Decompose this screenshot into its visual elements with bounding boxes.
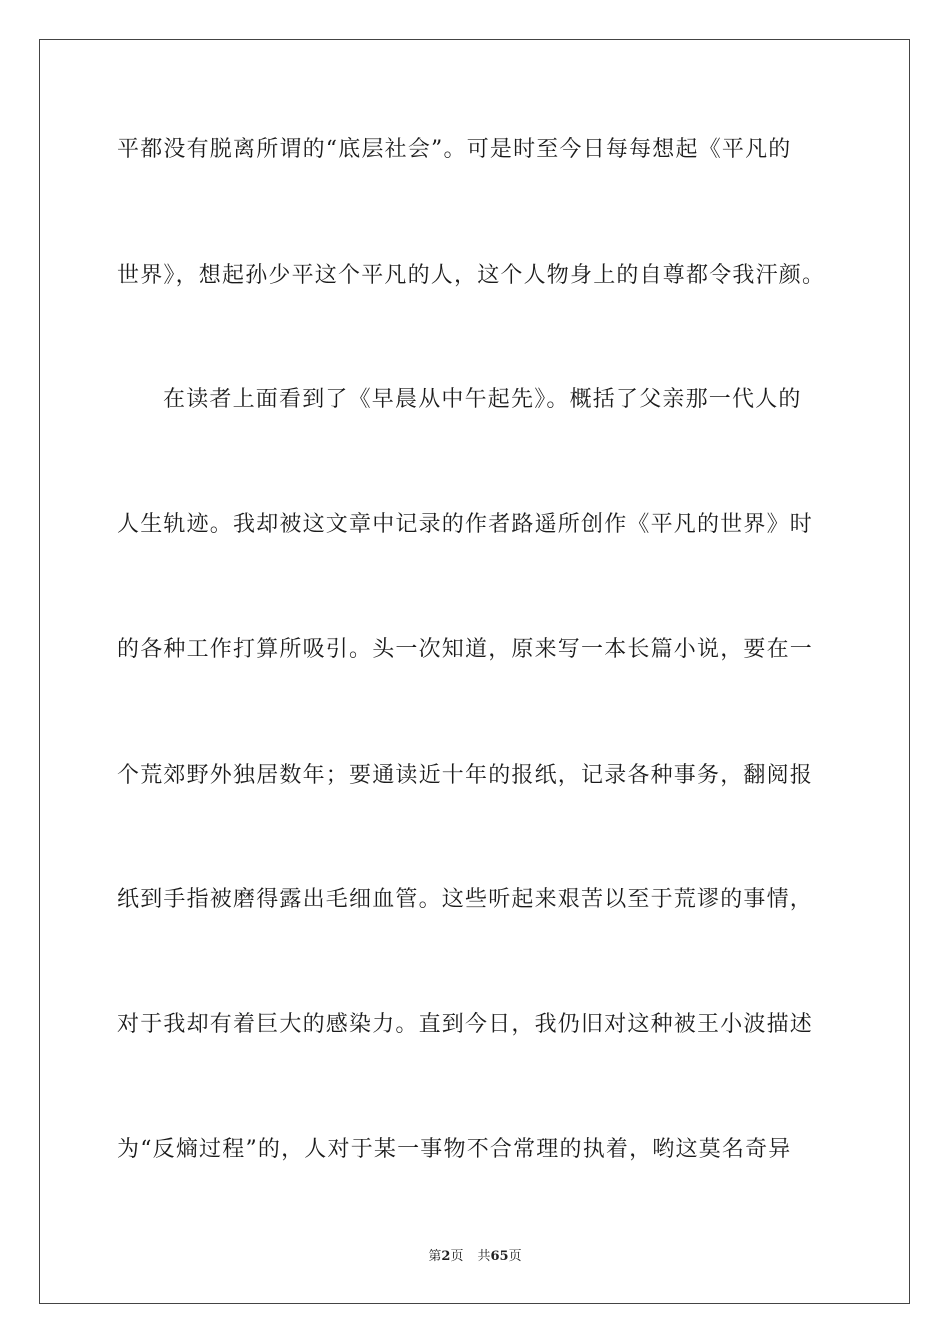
text-line: 对于我却有着巨大的感染力。直到今日，我仍旧对这种被王小波描述 [117, 1012, 814, 1037]
text-line: 个荒郊野外独居数年；要通读近十年的报纸，记录各种事务，翻阅报 [117, 763, 814, 788]
page-prefix: 第 [428, 1249, 442, 1264]
total-suffix: 页 [508, 1249, 522, 1264]
total-prefix: 共 [477, 1249, 491, 1264]
text-line: 纸到手指被磨得露出毛细血管。这些听起来艰苦以至于荒谬的事情， [117, 887, 814, 912]
text-line: 的各种工作打算所吸引。头一次知道，原来写一本长篇小说，要在一 [117, 637, 814, 662]
text-line: 为“反熵过程”的，人对于某一事物不合常理的执着，哟这莫名奇异 [117, 1137, 792, 1162]
page-number: 2 [441, 1249, 451, 1264]
text-line: 平都没有脱离所谓的“底层社会”。可是时至今日每每想起《平凡的 [117, 137, 792, 162]
page-footer [0, 1248, 950, 1266]
page-suffix: 页 [450, 1249, 464, 1264]
text-line: 人生轨迹。我却被这文章中记录的作者路遥所创作《平凡的世界》时 [117, 512, 814, 537]
paragraph-first-line: 在读者上面看到了《早晨从中午起先》。概括了父亲那一代人的 [163, 387, 802, 412]
page-border [39, 39, 910, 1304]
text-line: 世界》，想起孙少平这个平凡的人，这个人物身上的自尊都令我汗颜。 [117, 263, 826, 288]
total-pages: 65 [490, 1249, 509, 1264]
